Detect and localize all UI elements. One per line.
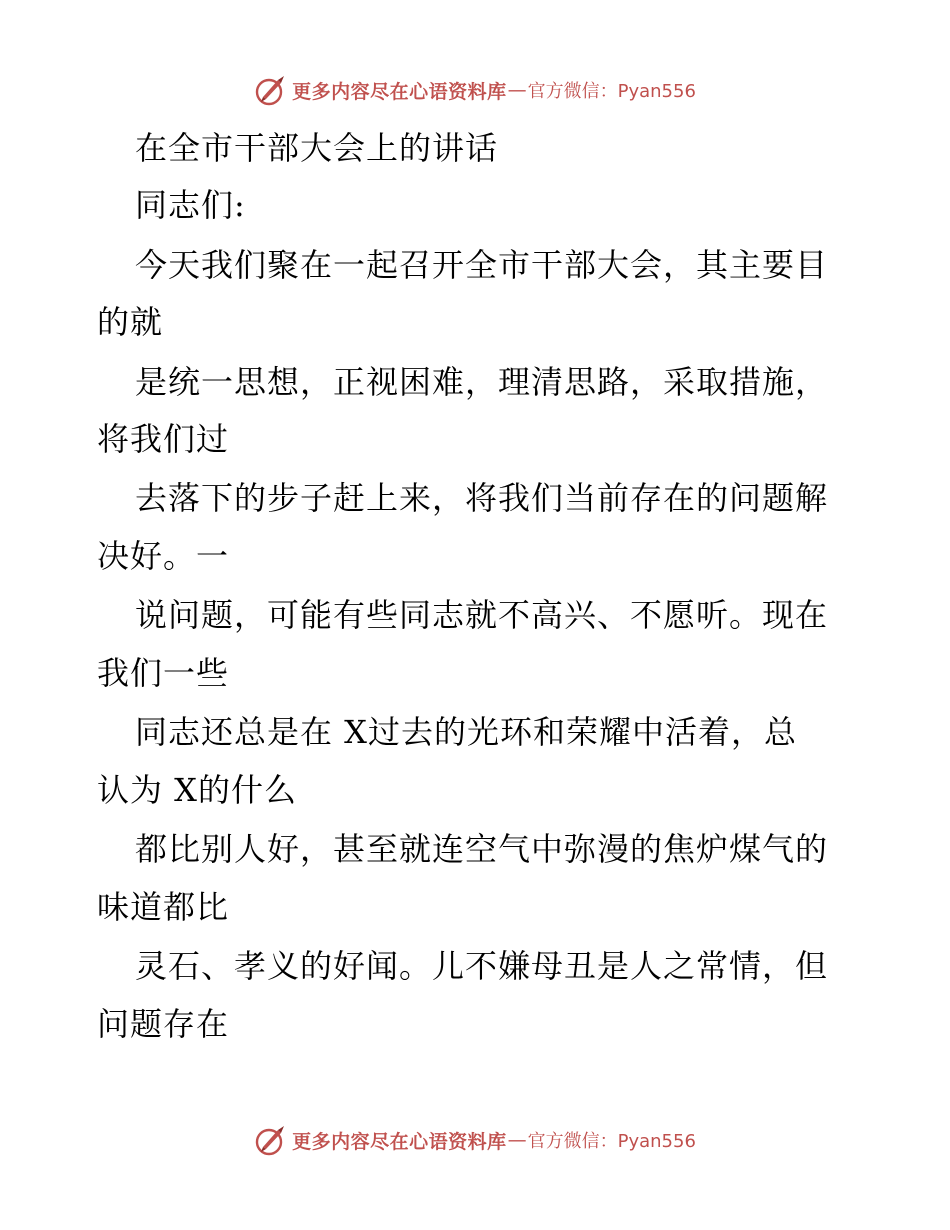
paragraph-line: 是统一思想，正视困难，理清思路，采取措施， xyxy=(135,363,829,401)
paragraph-line: 都比别人好，甚至就连空气中弥漫的焦炉煤气的 xyxy=(135,830,829,868)
paragraph-line: 说问题，可能有些同志就不高兴、不愿听。现在 xyxy=(135,596,829,634)
banner-separator: — xyxy=(507,79,527,101)
paragraph-line: 将我们过 xyxy=(97,420,230,458)
banner-title: 更多内容尽在心语资料库 xyxy=(292,1130,507,1153)
header-banner xyxy=(0,70,950,110)
document-title: 在全市干部大会上的讲话 xyxy=(135,129,499,167)
banner-wechat: 官方微信：Pyan556 xyxy=(527,81,696,102)
quill-pen-logo-icon xyxy=(254,1123,288,1157)
footer-banner xyxy=(0,1120,950,1160)
banner-wechat: 官方微信：Pyan556 xyxy=(527,1131,696,1152)
paragraph-line: 的就 xyxy=(97,303,164,341)
paragraph-line: 去落下的步子赶上来，将我们当前存在的问题解 xyxy=(135,479,829,517)
paragraph-line: 决好。一 xyxy=(97,537,230,575)
paragraph-line: 同志还总是在 X过去的光环和荣耀中活着，总 xyxy=(135,713,797,751)
paragraph-line: 我们一些 xyxy=(97,654,230,692)
banner-title: 更多内容尽在心语资料库 xyxy=(292,80,507,103)
paragraph-line: 问题存在 xyxy=(97,1005,230,1043)
salutation: 同志们: xyxy=(135,186,246,224)
paragraph-line: 灵石、孝义的好闻。儿不嫌母丑是人之常情，但 xyxy=(135,947,829,985)
paragraph-line: 味道都比 xyxy=(97,888,230,926)
paragraph-line: 认为 X的什么 xyxy=(97,771,297,809)
banner-separator: — xyxy=(507,1129,527,1151)
paragraph-line: 今天我们聚在一起召开全市干部大会，其主要目 xyxy=(135,246,829,284)
quill-pen-logo-icon xyxy=(254,73,288,107)
